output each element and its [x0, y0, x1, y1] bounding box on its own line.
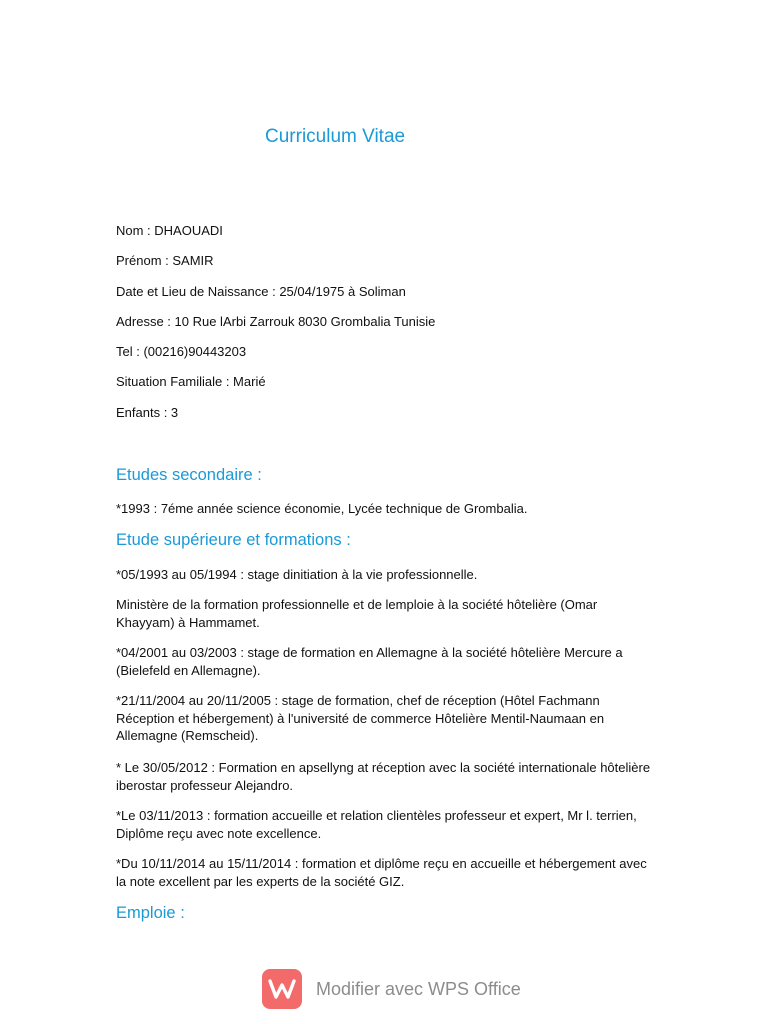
phone-line: Tel : (00216)90443203: [116, 344, 247, 360]
training-item: *21/11/2004 au 20/11/2005 : stage de formation, chef de réception (Hôtel Fachmann Réception et hébergement) à l'université de commerce Hôtelière Mentil-Naumaan en Allemagne (Remscheid).: [116, 693, 605, 743]
address-line: Adresse : 10 Rue lArbi Zarrouk 8030 Grombalia Tunisie: [116, 313, 436, 329]
training-item: *04/2001 au 03/2003 : stage de formation en Allemagne à la société hôtelière Mercure a (Bielefeld en Allemagne).: [116, 645, 623, 678]
training-item: *05/1993 au 05/1994 : stage dinitiation à la vie professionnelle.: [116, 567, 478, 582]
marital-status-line: Situation Familiale : Marié: [116, 374, 266, 390]
employment-heading: Emploie :: [116, 904, 185, 922]
edit-with-wps-button[interactable]: [262, 968, 521, 1010]
secondary-education-heading: Etudes secondaire :: [116, 466, 262, 484]
personal-info: [116, 223, 435, 435]
training-item: *Du 10/11/2014 au 15/11/2014 : formation et diplôme reçu en accueille et hébergement avec la note excellent par les experts de la société GIZ.: [116, 856, 647, 889]
training-item: * Le 30/05/2012 : Formation en apsellyng at réception avec la société internationale hôtelière iberostar professeur Alejandro.: [116, 760, 651, 793]
training-item: *Le 03/11/2013 : formation accueille et relation clientèles professeur et expert, Mr l. terrien, Diplôme reçu avec note excellence.: [116, 808, 637, 841]
higher-education-heading: Etude supérieure et formations :: [116, 531, 351, 549]
children-line: Enfants : 3: [116, 404, 179, 420]
document-title: Curriculum Vitae: [265, 126, 406, 147]
name-line: Nom : DHAOUADI: [116, 223, 223, 238]
firstname-line: Prénom : SAMIR: [116, 253, 214, 269]
training-item: Ministère de la formation professionnelle et de lemploie à la société hôtelière (Omar Khayyam) à Hammamet.: [116, 597, 598, 630]
wps-office-logo-icon: [262, 969, 302, 1009]
edit-with-wps-label: Modifier avec WPS Office: [316, 978, 521, 999]
secondary-education-item: *1993 : 7éme année science économie, Lycée technique de Grombalia.: [116, 501, 528, 516]
birth-line: Date et Lieu de Naissance : 25/04/1975 à Soliman: [116, 283, 406, 299]
